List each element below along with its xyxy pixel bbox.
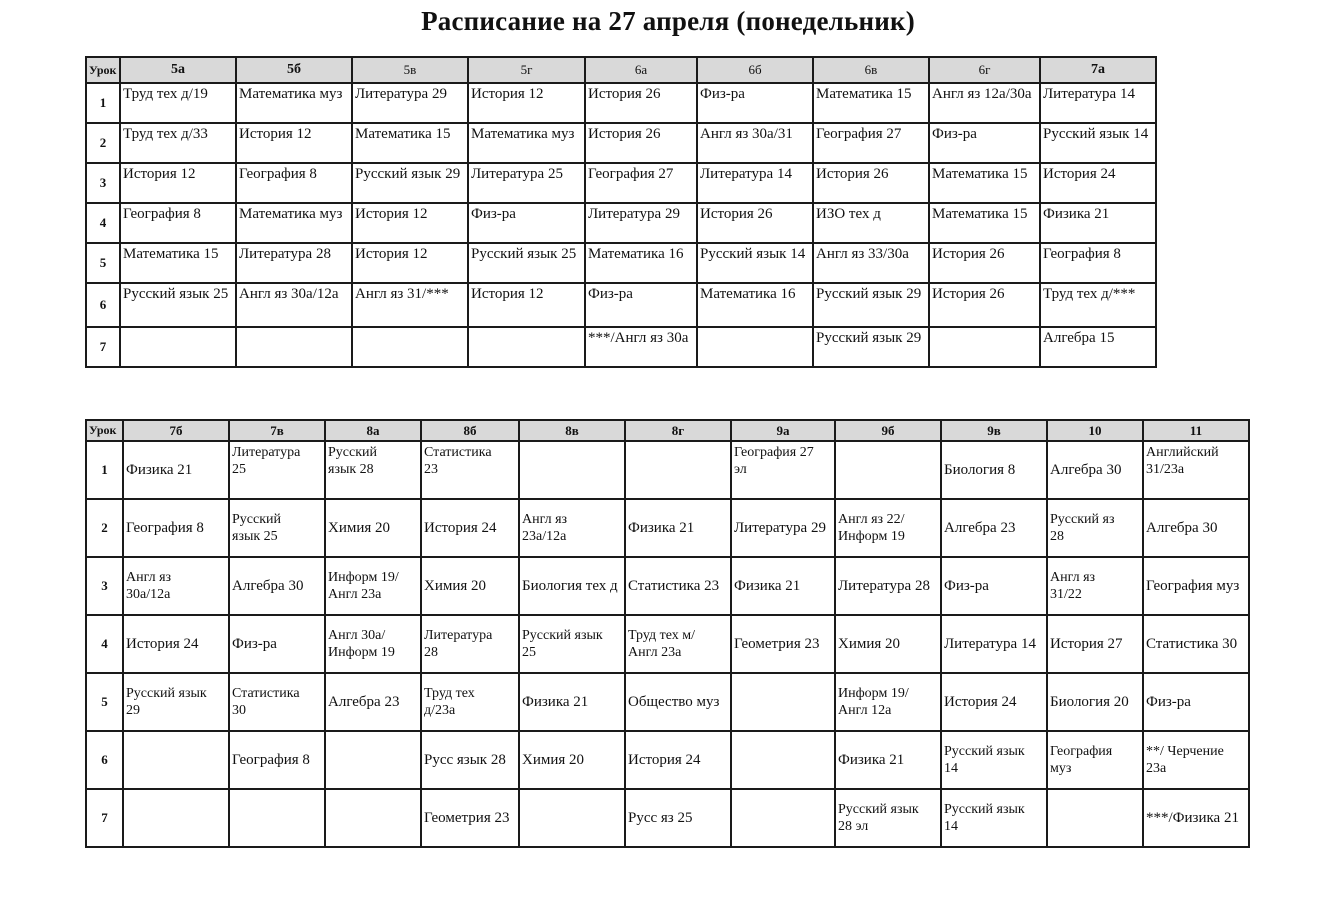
class-header: 7а (1040, 57, 1156, 83)
lesson-row (86, 83, 1156, 123)
lesson-number: 3 (86, 557, 123, 615)
lesson-number: 1 (86, 83, 120, 123)
lesson-cell: Литература 29 (352, 83, 468, 123)
lesson-cell: География муз (1047, 731, 1143, 789)
lesson-cell: Русский язык 28 (325, 441, 421, 499)
lesson-cell (731, 673, 835, 731)
lesson-number: 7 (86, 789, 123, 847)
lesson-row (86, 123, 1156, 163)
lesson-cell: Литература 29 (731, 499, 835, 557)
lesson-cell: Русский язык 29 (123, 673, 229, 731)
lesson-cell (697, 327, 813, 367)
lesson-cell: Алгебра 30 (229, 557, 325, 615)
lesson-cell: Физика 21 (835, 731, 941, 789)
lesson-cell: Англ яз 30а/31 (697, 123, 813, 163)
lesson-cell: Физ-ра (929, 123, 1040, 163)
class-header: 7б (123, 420, 229, 441)
lesson-cell: Информ 19/ Англ 12а (835, 673, 941, 731)
lesson-cell: География 8 (236, 163, 352, 203)
lesson-cell: Английский 31/23а (1143, 441, 1249, 499)
lesson-cell: История 12 (120, 163, 236, 203)
lesson-cell: Англ яз 23а/12а (519, 499, 625, 557)
lesson-number: 2 (86, 123, 120, 163)
lesson-number: 6 (86, 731, 123, 789)
lesson-row (86, 163, 1156, 203)
class-header: 11 (1143, 420, 1249, 441)
lesson-cell: ***/Физика 21 (1143, 789, 1249, 847)
lesson-cell: География 27 (585, 163, 697, 203)
lesson-cell: Русский язык 29 (352, 163, 468, 203)
lesson-cell: Статистика 30 (229, 673, 325, 731)
lesson-row (86, 327, 1156, 367)
lesson-cell: Труд тех м/ Англ 23а (625, 615, 731, 673)
lesson-cell (352, 327, 468, 367)
lesson-cell: Англ яз 30а/12а (236, 283, 352, 327)
lesson-cell: Русский яз 28 (1047, 499, 1143, 557)
lesson-cell: Русский язык 14 (941, 731, 1047, 789)
lesson-cell: Физика 21 (123, 441, 229, 499)
lesson-cell: История 24 (123, 615, 229, 673)
lesson-cell: Биология 8 (941, 441, 1047, 499)
lesson-column-header: Урок (86, 420, 123, 441)
lesson-cell: Физ-ра (585, 283, 697, 327)
lesson-cell: Алгебра 30 (1047, 441, 1143, 499)
lesson-cell: Литература 14 (1040, 83, 1156, 123)
lesson-cell: Общество муз (625, 673, 731, 731)
lesson-cell: Физ-ра (697, 83, 813, 123)
class-header: 8в (519, 420, 625, 441)
class-header: 8г (625, 420, 731, 441)
lesson-cell (123, 731, 229, 789)
lesson-cell: Алгебра 23 (325, 673, 421, 731)
class-header: 5а (120, 57, 236, 83)
lesson-number: 5 (86, 673, 123, 731)
lesson-cell: Англ 30а/ Информ 19 (325, 615, 421, 673)
lesson-cell: ИЗО тех д (813, 203, 929, 243)
lesson-cell: Математика 15 (120, 243, 236, 283)
lesson-number: 3 (86, 163, 120, 203)
lesson-cell: Физика 21 (519, 673, 625, 731)
schedule-table-grades-5-7a (85, 56, 1157, 368)
lesson-cell: Литература 28 (421, 615, 519, 673)
lesson-cell: История 26 (585, 123, 697, 163)
lesson-cell: Математика 16 (697, 283, 813, 327)
lesson-number: 4 (86, 203, 120, 243)
lesson-cell: Алгебра 30 (1143, 499, 1249, 557)
lesson-cell (625, 441, 731, 499)
lesson-cell: Англ яз 30а/12а (123, 557, 229, 615)
lesson-cell: ***/Англ яз 30а (585, 327, 697, 367)
lesson-cell: География 8 (120, 203, 236, 243)
lesson-cell: Русский язык 25 (120, 283, 236, 327)
lesson-cell: История 26 (813, 163, 929, 203)
lesson-cell: Алгебра 15 (1040, 327, 1156, 367)
lesson-cell: Русский язык 29 (813, 283, 929, 327)
schedule-table-grades-7b-11 (85, 419, 1250, 848)
lesson-cell: Русс язык 28 (421, 731, 519, 789)
class-header: 5б (236, 57, 352, 83)
lesson-cell: История 12 (468, 83, 585, 123)
lesson-cell: **/ Черчение 23а (1143, 731, 1249, 789)
class-header: 10 (1047, 420, 1143, 441)
lesson-cell: Русский язык 25 (519, 615, 625, 673)
lesson-row (86, 789, 1249, 847)
header-row (86, 420, 1249, 441)
lesson-cell: Алгебра 23 (941, 499, 1047, 557)
lesson-cell: География муз (1143, 557, 1249, 615)
lesson-cell: История 12 (468, 283, 585, 327)
lesson-cell: Химия 20 (325, 499, 421, 557)
lesson-cell (325, 789, 421, 847)
lesson-cell (519, 441, 625, 499)
class-header: 6в (813, 57, 929, 83)
page-title: Расписание на 27 апреля (понедельник) (421, 6, 915, 36)
lesson-cell: Химия 20 (519, 731, 625, 789)
lesson-cell: Англ яз 33/30а (813, 243, 929, 283)
class-header: 6а (585, 57, 697, 83)
class-header: 9б (835, 420, 941, 441)
lesson-cell: Литература 14 (941, 615, 1047, 673)
lesson-cell: Русский язык 14 (941, 789, 1047, 847)
lesson-cell: Труд тех д/19 (120, 83, 236, 123)
lesson-cell: Математика муз (468, 123, 585, 163)
lesson-number: 4 (86, 615, 123, 673)
lesson-cell: История 27 (1047, 615, 1143, 673)
lesson-row (86, 615, 1249, 673)
lesson-cell (123, 789, 229, 847)
lesson-cell: Статистика 23 (421, 441, 519, 499)
lesson-row (86, 499, 1249, 557)
lesson-cell: История 26 (929, 283, 1040, 327)
lesson-cell: История 12 (352, 203, 468, 243)
lesson-cell: Русский язык 29 (813, 327, 929, 367)
lesson-cell: Математика муз (236, 83, 352, 123)
lesson-row (86, 441, 1249, 499)
lesson-cell: Математика 15 (929, 163, 1040, 203)
lesson-cell: История 24 (421, 499, 519, 557)
class-header: 7в (229, 420, 325, 441)
lesson-cell: Русский язык 25 (468, 243, 585, 283)
lesson-cell: История 12 (352, 243, 468, 283)
lesson-cell: Русс яз 25 (625, 789, 731, 847)
lesson-cell: Химия 20 (835, 615, 941, 673)
lesson-cell: Биология 20 (1047, 673, 1143, 731)
lesson-cell: Литература 14 (697, 163, 813, 203)
lesson-number: 6 (86, 283, 120, 327)
lesson-cell (835, 441, 941, 499)
class-header: 6б (697, 57, 813, 83)
lesson-cell (519, 789, 625, 847)
lesson-row (86, 673, 1249, 731)
lesson-cell: Физ-ра (1143, 673, 1249, 731)
lesson-number: 2 (86, 499, 123, 557)
lesson-cell: Физика 21 (625, 499, 731, 557)
header-row (86, 57, 1156, 83)
lesson-column-header: Урок (86, 57, 120, 83)
lesson-cell: География 27 (813, 123, 929, 163)
lesson-cell: Литература 25 (468, 163, 585, 203)
lesson-cell (468, 327, 585, 367)
class-header: 9в (941, 420, 1047, 441)
lesson-row (86, 203, 1156, 243)
lesson-cell: История 24 (941, 673, 1047, 731)
lesson-cell: География 27 эл (731, 441, 835, 499)
lesson-cell (325, 731, 421, 789)
lesson-cell (929, 327, 1040, 367)
lesson-number: 5 (86, 243, 120, 283)
class-header: 6г (929, 57, 1040, 83)
lesson-row (86, 243, 1156, 283)
class-header: 9а (731, 420, 835, 441)
lesson-cell: История 24 (625, 731, 731, 789)
class-header: 5в (352, 57, 468, 83)
lesson-cell: Статистика 30 (1143, 615, 1249, 673)
lesson-row (86, 283, 1156, 327)
lesson-row (86, 731, 1249, 789)
lesson-cell: Физ-ра (229, 615, 325, 673)
lesson-cell: Труд тех д/33 (120, 123, 236, 163)
lesson-cell: Биология тех д (519, 557, 625, 615)
lesson-number: 7 (86, 327, 120, 367)
lesson-cell: Русский язык 25 (229, 499, 325, 557)
lesson-cell (731, 731, 835, 789)
lesson-cell: Литература 25 (229, 441, 325, 499)
lesson-cell: Литература 28 (236, 243, 352, 283)
lesson-cell: Физика 21 (1040, 203, 1156, 243)
lesson-cell: История 12 (236, 123, 352, 163)
lesson-number: 1 (86, 441, 123, 499)
lesson-cell (236, 327, 352, 367)
lesson-cell: Математика муз (236, 203, 352, 243)
lesson-cell: Англ яз 22/ Информ 19 (835, 499, 941, 557)
lesson-cell (1047, 789, 1143, 847)
lesson-cell: Информ 19/ Англ 23а (325, 557, 421, 615)
lesson-cell: Англ яз 31/22 (1047, 557, 1143, 615)
lesson-cell (229, 789, 325, 847)
lesson-cell: Математика 15 (813, 83, 929, 123)
lesson-cell: История 24 (1040, 163, 1156, 203)
lesson-cell: Англ яз 31/*** (352, 283, 468, 327)
lesson-cell: География 8 (123, 499, 229, 557)
class-header: 8а (325, 420, 421, 441)
lesson-cell: Труд тех д/23а (421, 673, 519, 731)
lesson-cell (731, 789, 835, 847)
lesson-cell: Литература 29 (585, 203, 697, 243)
class-header: 8б (421, 420, 519, 441)
lesson-cell: Статистика 23 (625, 557, 731, 615)
lesson-row (86, 557, 1249, 615)
lesson-cell: Математика 15 (929, 203, 1040, 243)
lesson-cell: Русский язык 14 (1040, 123, 1156, 163)
lesson-cell: Математика 16 (585, 243, 697, 283)
lesson-cell: История 26 (697, 203, 813, 243)
lesson-cell: Литература 28 (835, 557, 941, 615)
lesson-cell: Физика 21 (731, 557, 835, 615)
lesson-cell: Труд тех д/*** (1040, 283, 1156, 327)
lesson-cell: Геометрия 23 (421, 789, 519, 847)
lesson-cell: Русский язык 28 эл (835, 789, 941, 847)
lesson-cell: Физ-ра (468, 203, 585, 243)
class-header: 5г (468, 57, 585, 83)
lesson-cell: Химия 20 (421, 557, 519, 615)
lesson-cell: История 26 (585, 83, 697, 123)
lesson-cell: География 8 (1040, 243, 1156, 283)
lesson-cell (120, 327, 236, 367)
lesson-cell: География 8 (229, 731, 325, 789)
lesson-cell: Англ яз 12а/30а (929, 83, 1040, 123)
lesson-cell: История 26 (929, 243, 1040, 283)
lesson-cell: Математика 15 (352, 123, 468, 163)
lesson-cell: Физ-ра (941, 557, 1047, 615)
lesson-cell: Геометрия 23 (731, 615, 835, 673)
lesson-cell: Русский язык 14 (697, 243, 813, 283)
